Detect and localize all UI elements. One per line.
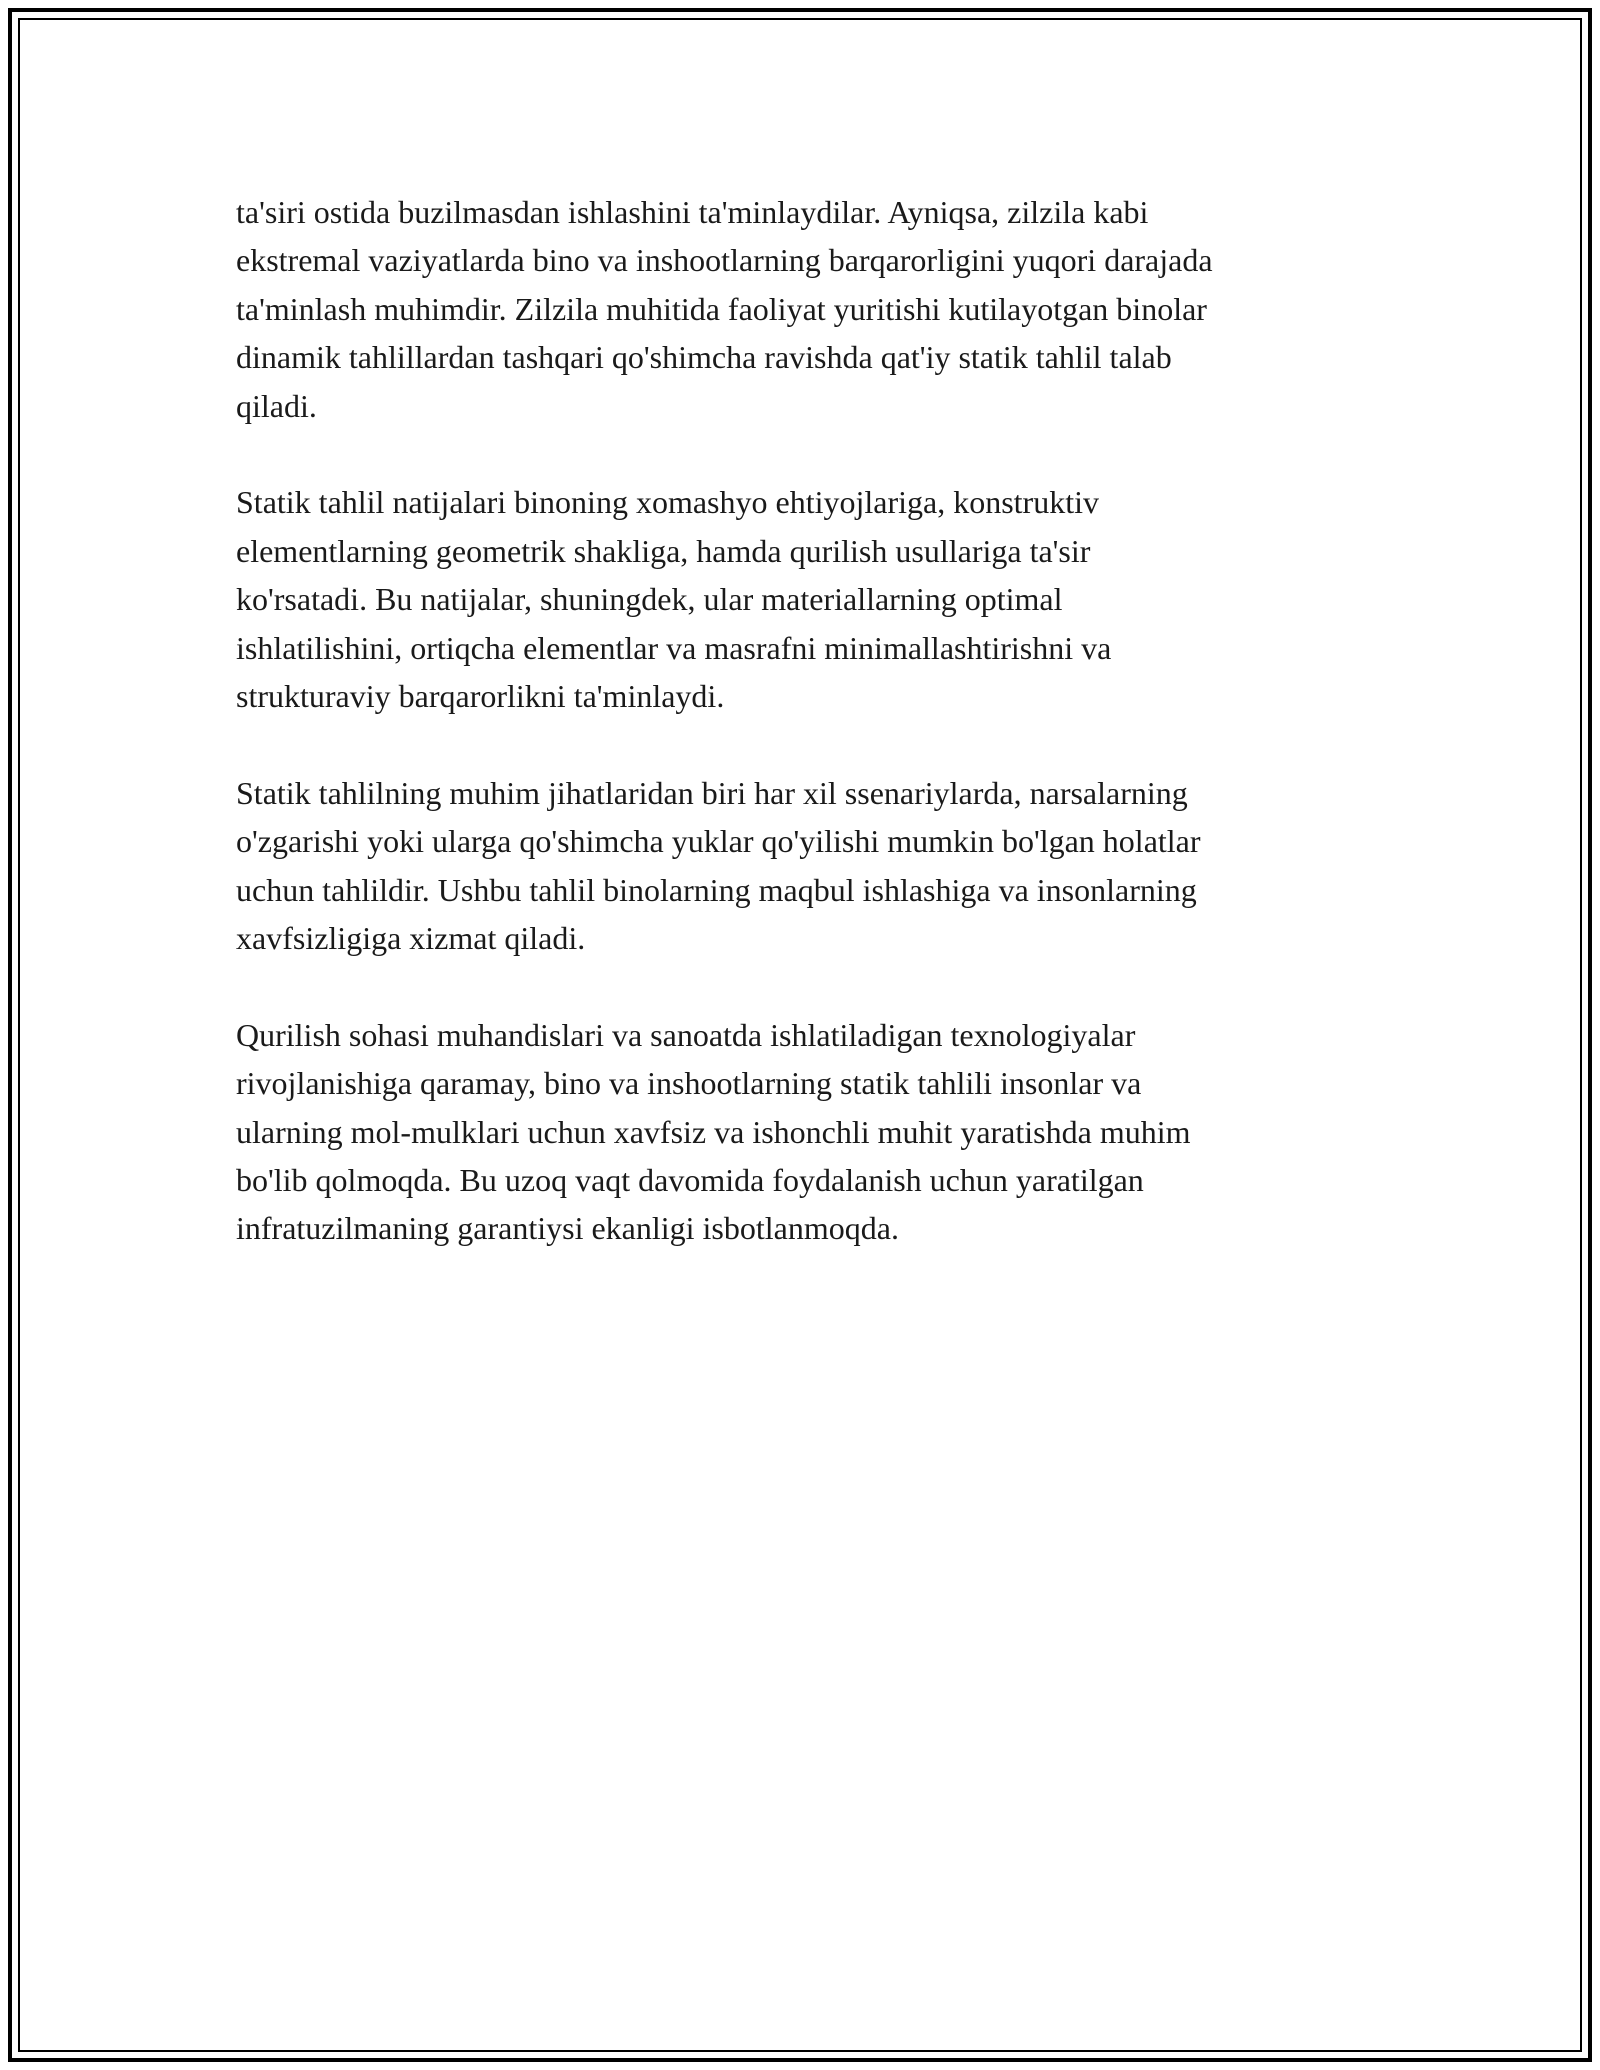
text-line: ta'siri ostida buzilmasdan ishlashini ta'minlaydilar. Ayniqsa, zilzila kabi — [236, 194, 1149, 230]
text-line: xavfsizligiga xizmat qiladi. — [236, 920, 586, 957]
text-line: dinamik tahlillardan tashqari qo'shimcha ravishda qat'iy statik tahlil talab — [236, 339, 1172, 376]
text-line: ta'minlash muhimdir. Zilzila muhitida faoliyat yuritishi kutilayotgan binolar — [236, 290, 1207, 327]
text-line: ko'rsatadi. Bu natijalar, shuningdek, ular materiallarning optimal — [236, 581, 1063, 618]
text-line: ekstremal vaziyatlarda bino va inshootlarning barqarorligini yuqori darajada — [236, 242, 1213, 279]
text-line: uchun tahlildir. Ushbu tahlil binolarning maqbul ishlashiga va insonlarning — [236, 871, 1197, 908]
text-line: rivojlanishiga qaramay, bino va inshootlarning statik tahlili insonlar va — [236, 1065, 1142, 1102]
document-body — [236, 188, 1376, 1301]
text-line: qiladi. — [236, 387, 317, 424]
text-line: elementlarning geometrik shakliga, hamda qurilish usullariga ta'sir — [236, 532, 1091, 569]
text-line: Statik tahlil natijalari binoning xomashyo ehtiyojlariga, konstruktiv — [236, 484, 1099, 521]
paragraph — [236, 769, 1376, 963]
paragraph — [236, 478, 1376, 720]
text-line: strukturaviy barqarorlikni ta'minlaydi. — [236, 678, 725, 715]
paragraph — [236, 188, 1376, 430]
text-line: infratuzilmaning garantiysi ekanligi isbotlanmoqda. — [236, 1210, 899, 1247]
text-line: bo'lib qolmoqda. Bu uzoq vaqt davomida foydalanish uchun yaratilgan — [236, 1162, 1144, 1199]
text-line: Statik tahlilning muhim jihatlaridan biri har xil ssenariylarda, narsalarning — [236, 774, 1188, 811]
text-line: ishlatilishini, ortiqcha elementlar va masrafni minimallashtirishni va — [236, 629, 1112, 666]
text-line: Qurilish sohasi muhandislari va sanoatda ishlatiladigan texnologiyalar — [236, 1016, 1136, 1053]
text-line: ularning mol-mulklari uchun xavfsiz va ishonchli muhit yaratishda muhim — [236, 1113, 1191, 1150]
paragraph — [236, 1011, 1376, 1253]
text-line: o'zgarishi yoki ularga qo'shimcha yuklar qo'yilishi mumkin bo'lgan holatlar — [236, 823, 1201, 860]
